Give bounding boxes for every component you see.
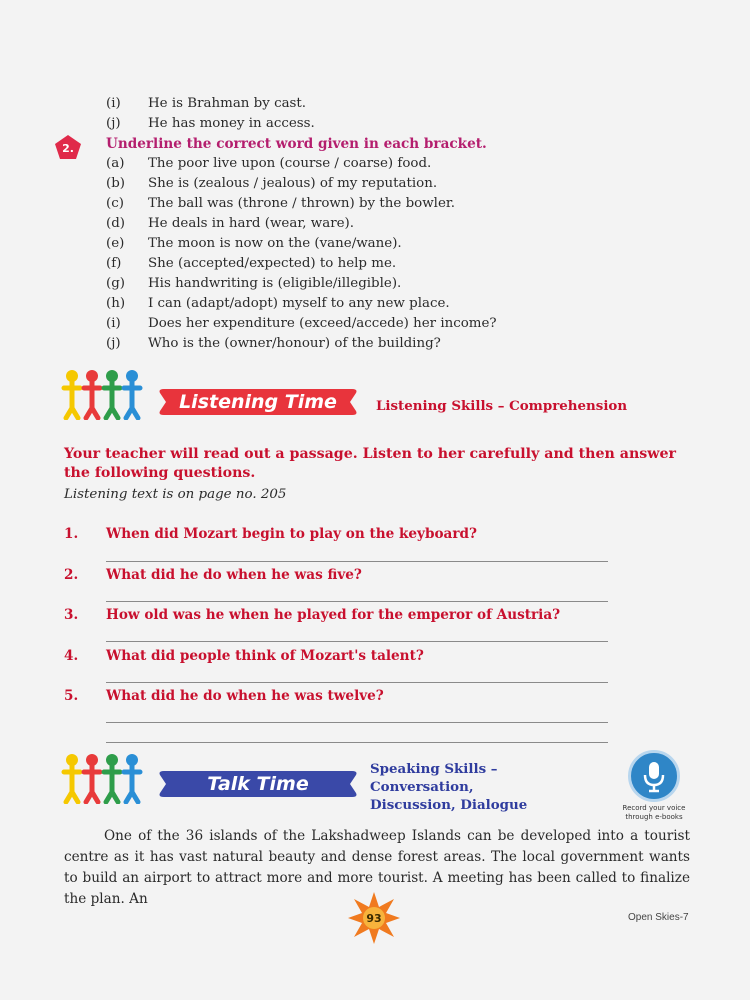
exercise2-item: (j) Who is the (owner/honour) of the building? [106,336,441,351]
answer-line [106,682,608,683]
exercise2-item: (c) The ball was (throne / thrown) by the bowler. [106,196,456,211]
talk-paragraph: One of the 36 islands of the Lakshadweep Islands can be developed into a tourist centre as it has vast natural beauty and dense forest areas. The local government wants to build an airport to attract more and more tourist. A meeting has been called to finalize the plan. An [64,828,690,907]
answer-line [106,722,608,723]
answer-line [106,561,608,562]
answer-line [106,601,608,602]
answer-line [106,742,608,743]
exercise2-item: (i) Does her expenditure (exceed/accede) her income? [106,316,497,331]
record-voice-caption: Record your voice through e-books [622,804,686,821]
exercise-number: 2. [62,142,74,155]
talk-time-banner: Talk Time [156,767,360,801]
listening-question: 5. What did he do when he was twelve? [64,688,384,704]
page-number: 93 [366,912,382,925]
listening-question: 1. When did Mozart begin to play on the keyboard? [64,526,477,542]
exercise2-item: (a) The poor live upon (course / coarse) food. [106,156,432,171]
exercise2-heading: Underline the correct word given in each bracket. [106,136,487,152]
exercise2-item: (f) She (accepted/expected) to help me. [106,256,397,271]
exercise-number-badge [54,134,82,160]
exercise1-item: (i) He is Brahman by cast. [106,96,307,111]
speaking-skills-label: Speaking Skills – Conversation, Discussion, Dialogue [370,761,528,813]
exercise1-item: (j) He has money in access. [106,116,315,131]
exercise2-item: (d) He deals in hard (wear, ware). [106,216,355,231]
exercise2-item: (e) The moon is now on the (vane/wane). [106,236,402,251]
listening-question: 3. How old was he when he played for the emperor of Austria? [64,607,561,623]
microphone-icon [642,761,666,793]
answer-line [106,641,608,642]
book-title-footer: Open Skies-7 [628,912,689,923]
listening-skills-label: Listening Skills – Comprehension [376,398,628,414]
exercise2-item: (b) She is (zealous / jealous) of my reputation. [106,176,438,191]
listening-question: 2. What did he do when he was five? [64,566,362,583]
page-number-star [346,890,402,946]
listening-question: 4. What did people think of Mozart's talent? [64,647,424,664]
listening-note: Listening text is on page no. 205 [64,487,287,502]
exercise2-item: (g) His handwriting is (eligible/illegible). [106,276,402,291]
exercise2-item: (h) I can (adapt/adopt) myself to any new place. [106,296,450,311]
children-icon [60,368,152,420]
record-voice-button[interactable] [628,750,680,802]
listening-time-banner: Listening Time [156,385,360,419]
listening-instruction: Your teacher will read out a passage. Listen to her carefully and then answer the following questions. [64,446,676,481]
children-icon [60,752,152,804]
